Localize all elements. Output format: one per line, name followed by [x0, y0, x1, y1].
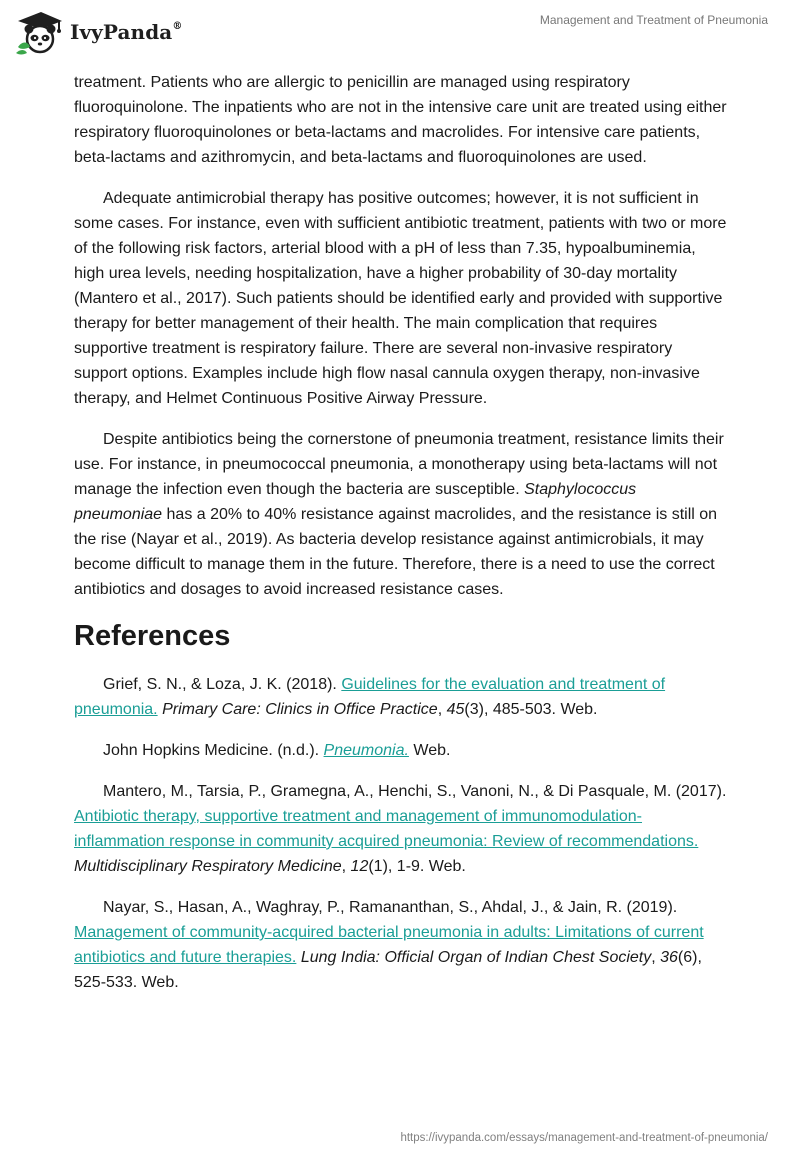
panda-graduation-cap-icon [14, 7, 64, 57]
reference-link[interactable]: Antibiotic therapy, supportive treatment and management of immunomodulation-inflammation response in community acquired pneumonia: Review of recommendations. [74, 808, 699, 850]
reference-item: Mantero, M., Tarsia, P., Gramegna, A., Henchi, S., Vanoni, N., & Di Pasquale, M. (2017). Antibiotic therapy, supportive treatment and management of immunomodulation-inflammation response in community acquired pneumonia: Review of recommendations. Multidisciplinary Respiratory Medicine, 12(1), 1-9. Web. [74, 783, 727, 875]
reference-item: John Hopkins Medicine. (n.d.). Pneumonia. Web. [103, 742, 451, 759]
ivypanda-logo[interactable] [14, 6, 182, 58]
reference-item: Grief, S. N., & Loza, J. K. (2018). Guidelines for the evaluation and treatment of pneumonia. Primary Care: Clinics in Office Practice, 45(3), 485-503. Web. [74, 676, 666, 718]
paragraph-supportive-therapy: Adequate antimicrobial therapy has positive outcomes; however, it is not sufficient in some cases. For instance, even with sufficient antibiotic treatment, patients with two or more of the following risk factors, arterial blood with a pH of less than 7.35, hypoalbuminemia, high urea levels, needing hospitalization, have a higher probability of 30-day mortality (Mantero et al., 2017). Such patients should be identified early and provided with supportive therapy for better management of their health. The main complication that requires supportive treatment is respiratory failure. There are several non-invasive respiratory support options. Examples include high flow nasal cannula oxygen therapy, non-invasive therapy, and Helmet Continuous Positive Airway Pressure. [74, 190, 727, 407]
reference-link[interactable]: Management of community-acquired bacterial pneumonia in adults: Limitations of current antibiotics and future therapies. [74, 924, 704, 966]
paragraph-continuation: treatment. Patients who are allergic to penicillin are managed using respiratory fluoroquinolone. The inpatients who are not in the intensive care unit are treated using either respiratory fluoroquinolones or beta-lactams and macrolides. For intensive care patients, beta-lactams and azithromycin, and beta-lactams and fluoroquinolones are used. [74, 74, 727, 166]
reference-link[interactable]: Guidelines for the evaluation and treatment of pneumonia. [74, 676, 666, 718]
species-name: Staphylococcus pneumoniae [74, 481, 637, 523]
brand-name: IvyPanda® [70, 20, 183, 44]
document-body [74, 70, 728, 1011]
paragraph-resistance: Despite antibiotics being the cornerstone of pneumonia treatment, resistance limits their use. For instance, in pneumococcal pneumonia, a monotherapy using beta-lactams will not manage the infection even though the bacteria are susceptible. Staphylococcus pneumoniae has a 20% to 40% resistance against macrolides, and the resistance is still on the rise (Nayar et al., 2019). As bacteria develop resistance against antimicrobials, it may become difficult to manage them in the future. Therefore, there is a need to use the correct antibiotics and dosages to avoid increased resistance cases. [74, 431, 724, 598]
reference-link[interactable]: Pneumonia. [323, 742, 409, 759]
page-header [0, 0, 800, 64]
references-heading: References [74, 620, 231, 652]
reference-item: Nayar, S., Hasan, A., Waghray, P., Ramananthan, S., Ahdal, J., & Jain, R. (2019). Management of community-acquired bacterial pneumonia in adults: Limitations of current antibiotics and future therapies. Lung India: Official Organ of Indian Chest Society, 36(6), 525-533. Web. [74, 899, 704, 991]
running-title: Management and Treatment of Pneumonia [539, 13, 768, 27]
footer-url: https://ivypanda.com/essays/management-and-treatment-of-pneumonia/ [400, 1132, 768, 1144]
